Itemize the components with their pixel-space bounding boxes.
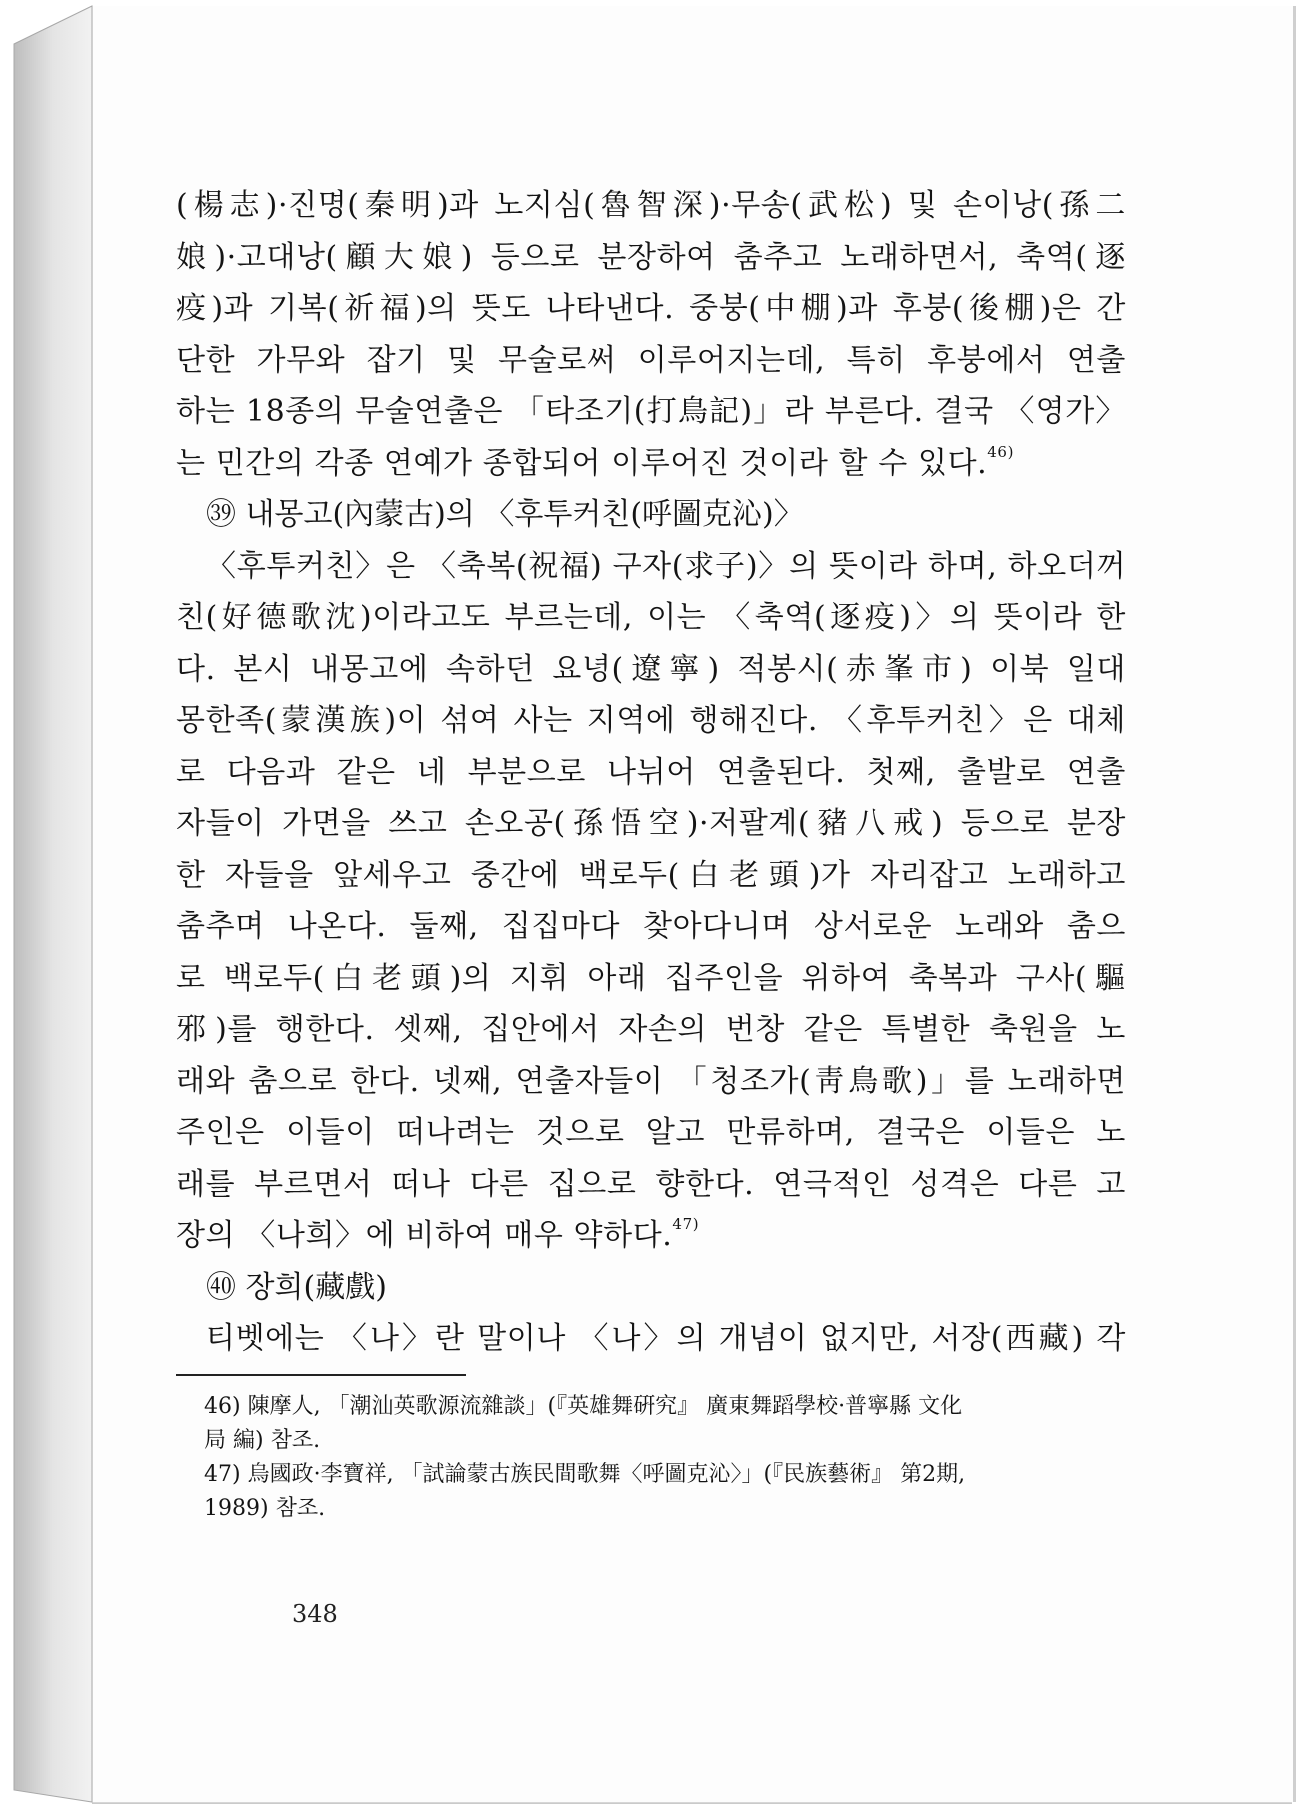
body-line: 娘)·고대낭(顧大娘) 등으로 분장하여 춤추고 노래하면서, 축역(逐 [176,239,1126,275]
body-line: 疫)과 기복(祈福)의 뜻도 나타낸다. 중붕(中棚)과 후붕(後棚)은 간 [176,291,1126,326]
body-line: 는 민간의 각종 연예가 종합되어 이루어진 것이라 할 수 있다. [176,445,988,481]
page-body [176,180,1126,1365]
footnote-ref: 46) [987,442,1015,461]
para-line: 춤추며 나온다. 둘째, 집집마다 찾아다니며 상서로운 노래와 춤으 [176,909,1126,944]
para-line-with-ref [176,1210,1126,1262]
para-line: 주인은 이들이 떠나려는 것으로 알고 만류하며, 결국은 이들은 노 [176,1115,1126,1150]
footnote-line: 局 編) 참조. [204,1428,321,1453]
footnote-rule [176,1374,466,1376]
footnote-46 [204,1390,1134,1458]
footnote-line: 46) 陳摩人, 「潮汕英歌源流雜談」(『英雄舞硏究』 廣東舞蹈學校·普寧縣 文化 [204,1394,963,1419]
footnotes [204,1390,1134,1526]
para-line: 〈후투커친〉은 〈축복(祝福) 구자(求子)〉의 뜻이라 하며, 하오더꺼 [206,548,1126,584]
footnote-ref: 47) [672,1215,700,1233]
para-line: 래를 부르면서 떠나 다른 집으로 향한다. 연극적인 성격은 다른 고 [176,1166,1126,1202]
section-heading-40: ㊵ 장희(藏戲) [206,1269,387,1305]
para-line: 로 다음과 같은 네 부분으로 나뉘어 연출된다. 첫째, 출발로 연출 [176,754,1126,790]
para-line: 로 백로두(白老頭)의 지휘 아래 집주인을 위하여 축복과 구사(驅 [176,960,1126,996]
body-line-with-ref [176,438,1126,490]
footnote-47 [204,1458,1134,1526]
footnote-line: 1989) 참조. [204,1496,326,1521]
para-line: 몽한족(蒙漢族)이 섞여 사는 지역에 행해진다. 〈후투커친〉은 대체 [176,703,1126,738]
para-line: 장의 〈나희〉에 비하여 매우 약하다. [176,1218,673,1253]
body-line: 단한 가무와 잡기 및 무술로써 이루어지는데, 특히 후붕에서 연출 [176,342,1126,378]
footnote-line: 47) 烏國政·李寶祥, 「試論蒙古族民間歌舞〈呼圖克沁〉」(『民族藝術』 第2期, [204,1462,966,1487]
para-line: 티벳에는 〈나〉란 말이나 〈나〉의 개념이 없지만, 서장(西藏) 각 [206,1321,1126,1356]
para-line: 한 자들을 앞세우고 중간에 백로두(白老頭)가 자리잡고 노래하고 [176,857,1126,893]
para-line: 자들이 가면을 쓰고 손오공(孫悟空)·저팔계(豬八戒) 등으로 분장 [176,806,1126,841]
para-line: 친(好德歌沈)이라고도 부르는데, 이는 〈축역(逐疫)〉의 뜻이라 한 [176,600,1126,635]
section-heading-39: ㊴ 내몽고(內蒙古)의 〈후투커친(呼圖克沁)〉 [206,497,804,532]
page-number: 348 [292,1600,338,1628]
para-line: 다. 본시 내몽고에 속하던 요녕(遼寧) 적봉시(赤峯市) 이북 일대 [176,651,1126,687]
para-line: 邪)를 행한다. 셋째, 집안에서 자손의 번창 같은 특별한 축원을 노 [176,1012,1126,1047]
body-line: 하는 18종의 무술연출은 「타조기(打鳥記)」라 부른다. 결국 〈영가〉 [176,394,1126,429]
body-line: (楊志)·진명(秦明)과 노지심(魯智深)·무송(武松) 및 손이낭(孫二 [176,188,1126,223]
para-line: 래와 춤으로 한다. 넷째, 연출자들이 「청조가(靑鳥歌)」를 노래하면 [176,1063,1126,1099]
